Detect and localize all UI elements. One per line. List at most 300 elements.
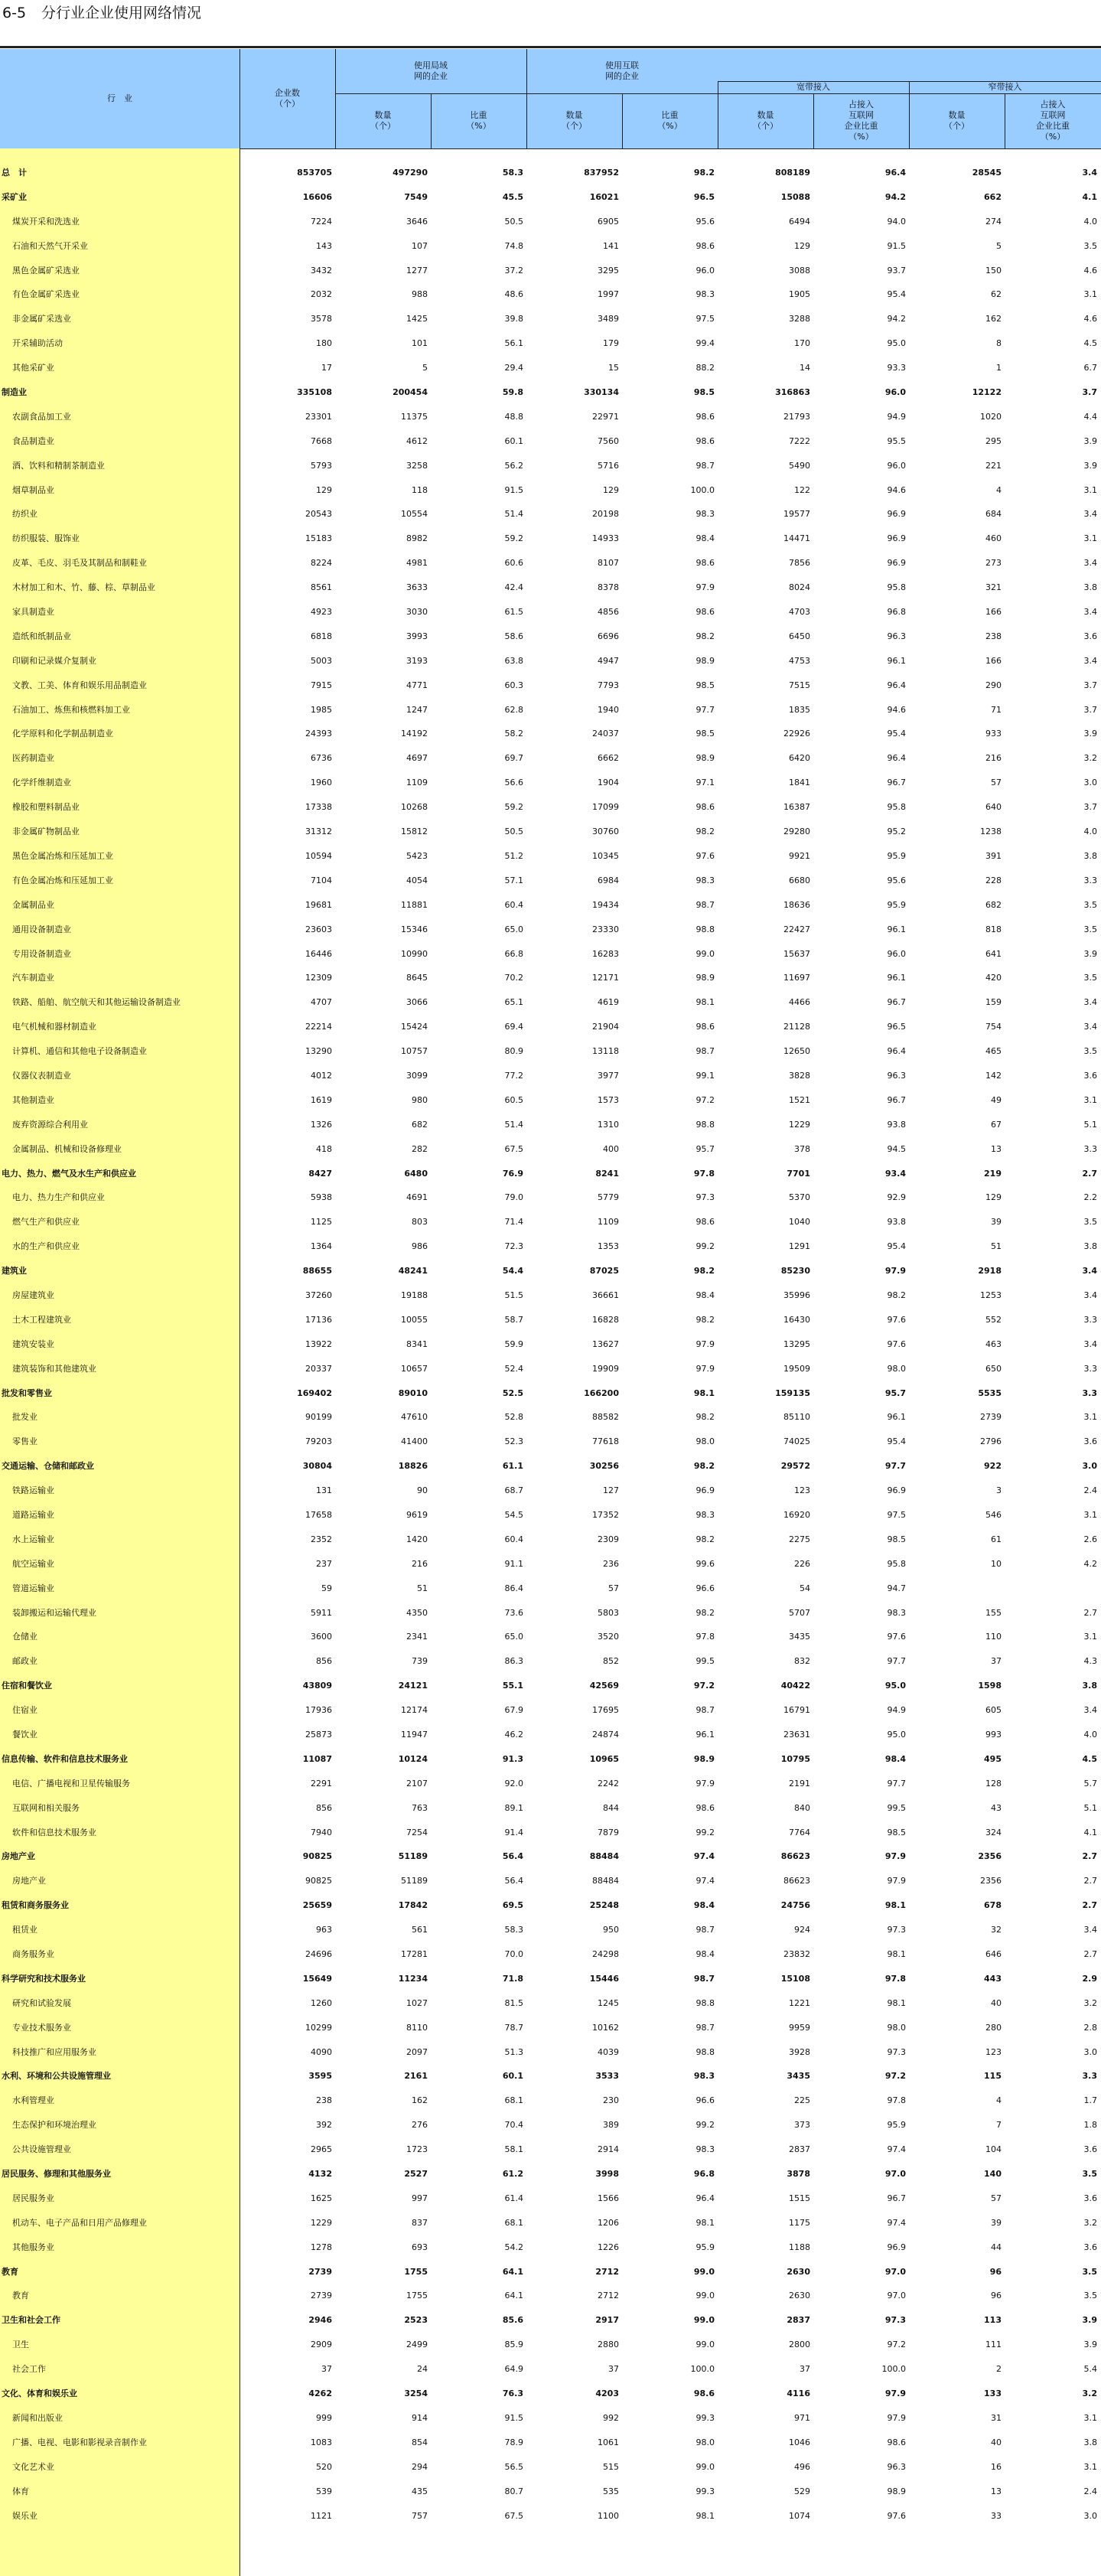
enterprise-count-cell: 3600	[311, 1632, 332, 1642]
broadband-share-cell: 95.0	[887, 338, 906, 349]
narrowband-share-cell: 3.1	[1083, 2461, 1097, 2472]
lan-qty-cell: 51	[417, 1583, 428, 1593]
internet-qty-cell: 10162	[592, 2022, 619, 2033]
lan-pct-cell: 81.5	[504, 1997, 523, 2008]
broadband-share-cell: 95.4	[887, 1241, 906, 1252]
broadband-share-cell: 98.9	[887, 2486, 906, 2496]
lan-qty-cell: 10554	[401, 509, 428, 520]
broadband-share-cell: 97.3	[884, 2315, 906, 2326]
lan-pct-cell: 50.5	[504, 216, 523, 227]
enterprise-count-cell: 88655	[302, 1266, 332, 1277]
narrowband-share-cell: 2.2	[1083, 1192, 1097, 1203]
broadband-share-cell: 95.9	[887, 2120, 906, 2131]
header-narrowband-group: 窄带接入	[988, 82, 1022, 92]
lan-qty-cell: 4697	[406, 753, 428, 764]
narrowband-share-cell: 3.5	[1082, 2266, 1097, 2277]
broadband-share-cell: 98.5	[887, 1827, 906, 1837]
broadband-qty-cell: 971	[794, 2412, 810, 2423]
lan-pct-cell: 69.7	[504, 753, 523, 764]
lan-pct-cell: 58.3	[502, 168, 523, 178]
broadband-share-cell: 97.5	[887, 1509, 906, 1520]
narrowband-share-cell: 3.4	[1083, 558, 1097, 569]
lan-qty-cell: 4350	[406, 1607, 428, 1618]
enterprise-count-cell: 5938	[311, 1192, 332, 1203]
lan-qty-cell: 803	[412, 1217, 428, 1228]
internet-qty-cell: 12171	[592, 973, 619, 983]
table-row	[0, 1064, 1101, 1088]
broadband-share-cell: 93.8	[887, 1119, 906, 1130]
narrowband-qty-cell: 4	[996, 2095, 1002, 2106]
broadband-qty-cell: 225	[794, 2095, 810, 2106]
industry-name: 仓储业	[12, 1632, 37, 1642]
table-row	[0, 1796, 1101, 1821]
enterprise-count-cell: 24696	[305, 1949, 332, 1960]
narrowband-share-cell: 3.6	[1083, 2193, 1097, 2203]
broadband-share-cell: 93.3	[887, 363, 906, 373]
narrowband-share-cell: 4.0	[1083, 216, 1097, 227]
narrowband-share-cell: 3.4	[1083, 509, 1097, 520]
internet-qty-cell: 1997	[598, 289, 619, 300]
lan-qty-cell: 15424	[401, 1022, 428, 1032]
lan-qty-cell: 2097	[406, 2046, 428, 2057]
enterprise-count-cell: 1619	[311, 1094, 332, 1105]
internet-qty-cell: 15	[608, 363, 619, 373]
header-internet-qty: 数量 （个）	[562, 110, 587, 131]
narrowband-share-cell: 3.1	[1083, 484, 1097, 495]
narrowband-qty-cell: 150	[985, 265, 1002, 276]
lan-pct-cell: 73.6	[504, 1607, 523, 1618]
lan-pct-cell: 77.2	[504, 1070, 523, 1081]
internet-qty-cell: 20198	[592, 509, 619, 520]
narrowband-qty-cell: 463	[985, 1339, 1002, 1349]
narrowband-qty-cell: 391	[985, 850, 1002, 861]
narrowband-share-cell: 3.5	[1082, 2169, 1097, 2180]
narrowband-share-cell: 3.1	[1083, 2412, 1097, 2423]
narrowband-qty-cell: 274	[985, 216, 1002, 227]
narrowband-qty-cell: 49	[991, 1094, 1002, 1105]
internet-qty-cell: 844	[603, 1802, 619, 1813]
broadband-qty-cell: 23631	[783, 1730, 810, 1740]
broadband-qty-cell: 529	[794, 2486, 810, 2496]
narrowband-qty-cell: 678	[984, 1900, 1002, 1911]
lan-pct-cell: 92.0	[504, 1778, 523, 1789]
narrowband-share-cell: 3.7	[1082, 387, 1097, 398]
lan-pct-cell: 56.2	[504, 460, 523, 471]
internet-pct-cell: 99.0	[695, 2291, 715, 2301]
internet-qty-cell: 4947	[598, 655, 619, 666]
narrowband-qty-cell: 57	[991, 2193, 1002, 2203]
broadband-share-cell: 96.1	[887, 924, 906, 934]
lan-qty-cell: 1755	[406, 2291, 428, 2301]
narrowband-qty-cell: 3	[996, 1485, 1002, 1496]
lan-qty-cell: 4771	[406, 680, 428, 690]
industry-name: 文化艺术业	[12, 2461, 54, 2472]
broadband-qty-cell: 16920	[783, 1509, 810, 1520]
lan-pct-cell: 54.5	[504, 1509, 523, 1520]
internet-qty-cell: 42569	[589, 1681, 619, 1691]
narrowband-share-cell: 2.7	[1083, 1607, 1097, 1618]
broadband-share-cell: 94.2	[884, 191, 906, 202]
broadband-share-cell: 97.2	[887, 2340, 906, 2350]
lan-qty-cell: 3993	[406, 631, 428, 641]
lan-qty-cell: 1420	[406, 1534, 428, 1544]
narrowband-qty-cell: 1238	[980, 827, 1002, 837]
lan-qty-cell: 41400	[401, 1436, 428, 1447]
narrowband-share-cell: 2.7	[1083, 1949, 1097, 1960]
table-row	[0, 1405, 1101, 1430]
narrowband-share-cell: 3.5	[1083, 924, 1097, 934]
industry-name: 房地产业	[12, 1876, 46, 1886]
internet-qty-cell: 1245	[598, 1997, 619, 2008]
broadband-share-cell: 96.3	[887, 2461, 906, 2472]
industry-name: 有色金属矿采选业	[12, 289, 80, 300]
enterprise-count-cell: 1960	[311, 778, 332, 788]
internet-pct-cell: 98.3	[695, 2144, 715, 2155]
industry-name: 广播、电视、电影和影视录音制作业	[12, 2437, 147, 2447]
internet-qty-cell: 852	[603, 1656, 619, 1667]
broadband-share-cell: 97.8	[887, 2095, 906, 2106]
enterprise-count-cell: 2909	[311, 2340, 332, 2350]
lan-qty-cell: 1277	[406, 265, 428, 276]
broadband-qty-cell: 170	[794, 338, 810, 349]
industry-name: 废弃资源综合利用业	[12, 1119, 88, 1130]
broadband-share-cell: 95.7	[884, 1387, 906, 1398]
table-row	[0, 918, 1101, 942]
broadband-share-cell: 96.7	[887, 2193, 906, 2203]
internet-pct-cell: 99.0	[695, 948, 715, 959]
industry-name: 卫生	[12, 2340, 29, 2350]
narrowband-share-cell: 6.7	[1083, 363, 1097, 373]
internet-pct-cell: 99.2	[695, 1241, 715, 1252]
broadband-qty-cell: 4116	[787, 2389, 810, 2399]
narrowband-qty-cell: 321	[985, 582, 1002, 593]
broadband-qty-cell: 1040	[789, 1217, 810, 1228]
enterprise-count-cell: 4262	[308, 2389, 332, 2399]
industry-name: 电力、热力生产和供应业	[12, 1192, 105, 1203]
lan-qty-cell: 47610	[401, 1412, 428, 1423]
table-row-total	[0, 1454, 1101, 1479]
internet-pct-cell: 99.2	[695, 1827, 715, 1837]
table-row	[0, 551, 1101, 576]
broadband-qty-cell: 1841	[789, 778, 810, 788]
internet-qty-cell: 3533	[595, 2071, 619, 2082]
narrowband-qty-cell: 39	[991, 2217, 1002, 2228]
narrowband-qty-cell: 33	[991, 2510, 1002, 2521]
internet-pct-cell: 95.7	[695, 1143, 715, 1154]
narrowband-qty-cell: 443	[984, 1973, 1002, 1984]
table-row	[0, 405, 1101, 429]
internet-qty-cell: 16283	[592, 948, 619, 959]
internet-qty-cell: 141	[603, 240, 619, 251]
internet-pct-cell: 95.6	[695, 216, 715, 227]
broadband-qty-cell: 4753	[789, 655, 810, 666]
industry-name: 非金属矿采选业	[12, 314, 71, 324]
enterprise-count-cell: 10594	[305, 850, 332, 861]
broadband-share-cell: 96.9	[887, 558, 906, 569]
narrowband-qty-cell: 4	[996, 484, 1002, 495]
industry-name: 科技推广和应用服务业	[12, 2046, 96, 2057]
internet-pct-cell: 96.6	[695, 1583, 715, 1593]
table-row	[0, 2284, 1101, 2308]
narrowband-qty-cell: 640	[985, 802, 1002, 813]
broadband-share-cell: 97.7	[887, 1778, 906, 1789]
internet-qty-cell: 77618	[592, 1436, 619, 1447]
enterprise-count-cell: 2739	[311, 2291, 332, 2301]
broadband-qty-cell: 1835	[789, 704, 810, 715]
broadband-qty-cell: 19509	[783, 1363, 810, 1374]
industry-name: 造纸和纸制品业	[12, 631, 71, 641]
lan-qty-cell: 682	[412, 1119, 428, 1130]
industry-name: 餐饮业	[12, 1730, 37, 1740]
narrowband-qty-cell: 2796	[980, 1436, 1002, 1447]
lan-qty-cell: 1027	[406, 1997, 428, 2008]
narrowband-qty-cell: 61	[991, 1534, 1002, 1544]
lan-qty-cell: 854	[412, 2437, 428, 2447]
internet-pct-cell: 98.7	[695, 2022, 715, 2033]
industry-name: 水利、环境和公共设施管理业	[2, 2071, 111, 2082]
internet-qty-cell: 24037	[592, 729, 619, 739]
narrowband-share-cell: 3.9	[1083, 460, 1097, 471]
broadband-qty-cell: 24756	[780, 1900, 810, 1911]
enterprise-count-cell: 4012	[311, 1070, 332, 1081]
internet-qty-cell: 36661	[592, 1290, 619, 1300]
broadband-share-cell: 96.9	[887, 2242, 906, 2252]
lan-qty-cell: 15346	[401, 924, 428, 934]
broadband-qty-cell: 496	[794, 2461, 810, 2472]
narrowband-share-cell: 1.7	[1083, 2095, 1097, 2106]
internet-qty-cell: 4619	[598, 997, 619, 1008]
lan-qty-cell: 101	[412, 338, 428, 349]
lan-pct-cell: 52.4	[504, 1363, 523, 1374]
lan-pct-cell: 71.4	[504, 1217, 523, 1228]
narrowband-qty-cell: 2	[996, 2364, 1002, 2375]
broadband-qty-cell: 9921	[789, 850, 810, 861]
internet-qty-cell: 7793	[598, 680, 619, 690]
internet-pct-cell: 100.0	[690, 2364, 715, 2375]
industry-name: 化学纤维制造业	[12, 778, 71, 788]
header-enterprise-count: 企业数 （个）	[275, 88, 300, 109]
industry-name: 黑色金属冶炼和压延加工业	[12, 850, 113, 861]
lan-qty-cell: 3254	[404, 2389, 428, 2399]
table-row	[0, 429, 1101, 454]
industry-name: 电力、热力、燃气及水生产和供应业	[2, 1168, 136, 1179]
enterprise-count-cell: 5003	[311, 655, 332, 666]
narrowband-qty-cell: 933	[985, 729, 1002, 739]
table-row	[0, 1601, 1101, 1625]
table-row	[0, 1137, 1101, 1162]
narrowband-qty-cell: 113	[984, 2315, 1002, 2326]
enterprise-count-cell: 7668	[311, 435, 332, 446]
lan-qty-cell: 763	[412, 1802, 428, 1813]
broadband-share-cell: 94.9	[887, 411, 906, 422]
narrowband-share-cell: 3.9	[1082, 2315, 1097, 2326]
internet-pct-cell: 99.0	[693, 2266, 715, 2277]
internet-pct-cell: 98.6	[695, 1022, 715, 1032]
internet-qty-cell: 3520	[598, 1632, 619, 1642]
enterprise-count-cell: 25873	[305, 1730, 332, 1740]
narrowband-qty-cell: 662	[984, 191, 1002, 202]
internet-pct-cell: 99.0	[695, 2340, 715, 2350]
header-narrowband-share: 占接入 互联网 企业比重 （%）	[1036, 99, 1070, 142]
internet-qty-cell: 535	[603, 2486, 619, 2496]
narrowband-share-cell: 3.3	[1083, 1143, 1097, 1154]
internet-qty-cell: 1206	[598, 2217, 619, 2228]
broadband-qty-cell: 840	[794, 1802, 810, 1813]
narrowband-share-cell: 3.8	[1083, 850, 1097, 861]
broadband-qty-cell: 86623	[783, 1876, 810, 1886]
narrowband-qty-cell: 110	[985, 1632, 1002, 1642]
internet-qty-cell: 992	[603, 2412, 619, 2423]
broadband-share-cell: 95.4	[887, 289, 906, 300]
narrowband-share-cell: 2.7	[1082, 1851, 1097, 1862]
table-row	[0, 844, 1101, 869]
lan-pct-cell: 61.5	[504, 607, 523, 618]
table-row	[0, 624, 1101, 649]
enterprise-count-cell: 539	[316, 2486, 332, 2496]
lan-qty-cell: 2107	[406, 1778, 428, 1789]
lan-pct-cell: 72.3	[504, 1241, 523, 1252]
table-row-total	[0, 1381, 1101, 1406]
lan-qty-cell: 24	[417, 2364, 428, 2375]
broadband-qty-cell: 316863	[775, 387, 810, 398]
broadband-share-cell: 94.6	[887, 704, 906, 715]
industry-name: 房地产业	[2, 1851, 35, 1862]
enterprise-count-cell: 335108	[297, 387, 332, 398]
narrowband-qty-cell: 495	[984, 1753, 1002, 1764]
table-row-total	[0, 1967, 1101, 1991]
narrowband-share-cell: 3.4	[1083, 997, 1097, 1008]
narrowband-qty-cell: 219	[984, 1168, 1002, 1179]
broadband-qty-cell: 23832	[783, 1949, 810, 1960]
narrowband-share-cell: 4.5	[1082, 1753, 1097, 1764]
broadband-qty-cell: 924	[794, 1925, 810, 1935]
broadband-qty-cell: 15088	[780, 191, 810, 202]
broadband-share-cell: 96.0	[884, 387, 906, 398]
lan-pct-cell: 80.9	[504, 1046, 523, 1057]
internet-pct-cell: 98.6	[695, 435, 715, 446]
broadband-qty-cell: 1905	[789, 289, 810, 300]
broadband-qty-cell: 2630	[787, 2266, 810, 2277]
industry-name: 化学原料和化学制品制造业	[12, 729, 113, 739]
internet-qty-cell: 24298	[592, 1949, 619, 1960]
broadband-share-cell: 98.1	[887, 1997, 906, 2008]
internet-pct-cell: 98.9	[695, 655, 715, 666]
narrowband-qty-cell: 5535	[978, 1387, 1002, 1398]
industry-name: 橡胶和塑料制品业	[12, 802, 80, 813]
internet-pct-cell: 98.2	[695, 1412, 715, 1423]
enterprise-count-cell: 2352	[311, 1534, 332, 1544]
narrowband-qty-cell: 5	[996, 240, 1002, 251]
narrowband-qty-cell: 28545	[972, 168, 1002, 178]
broadband-share-cell: 91.5	[887, 240, 906, 251]
enterprise-count-cell: 238	[316, 2095, 332, 2106]
lan-pct-cell: 56.1	[504, 338, 523, 349]
lan-qty-cell: 18826	[398, 1461, 428, 1472]
table-row	[0, 990, 1101, 1015]
internet-qty-cell: 19434	[592, 899, 619, 910]
internet-qty-cell: 16828	[592, 1314, 619, 1325]
broadband-qty-cell: 8024	[789, 582, 810, 593]
lan-pct-cell: 58.7	[504, 1314, 523, 1325]
narrowband-share-cell: 3.9	[1083, 2340, 1097, 2350]
table-title	[2, 3, 201, 23]
narrowband-share-cell: 2.4	[1083, 2486, 1097, 2496]
narrowband-share-cell: 4.0	[1083, 1730, 1097, 1740]
lan-qty-cell: 6480	[404, 1168, 428, 1179]
narrowband-qty-cell: 460	[985, 533, 1002, 544]
internet-qty-cell: 87025	[589, 1266, 619, 1277]
enterprise-count-cell: 4923	[311, 607, 332, 618]
broadband-share-cell: 93.7	[887, 265, 906, 276]
internet-pct-cell: 99.6	[695, 1558, 715, 1569]
broadband-qty-cell: 6494	[789, 216, 810, 227]
broadband-qty-cell: 2275	[789, 1534, 810, 1544]
table-row	[0, 478, 1101, 503]
lan-qty-cell: 17842	[398, 1900, 428, 1911]
enterprise-count-cell: 23301	[305, 411, 332, 422]
table-row	[0, 1772, 1101, 1796]
broadband-qty-cell: 122	[794, 484, 810, 495]
lan-qty-cell: 17281	[401, 1949, 428, 1960]
internet-pct-cell: 98.8	[695, 1119, 715, 1130]
broadband-share-cell: 94.6	[887, 484, 906, 495]
industry-name: 建筑装饰和其他建筑业	[12, 1363, 96, 1374]
internet-pct-cell: 97.7	[695, 704, 715, 715]
enterprise-count-cell: 2291	[311, 1778, 332, 1789]
narrowband-qty-cell: 1020	[980, 411, 1002, 422]
enterprise-count-cell: 13922	[305, 1339, 332, 1349]
narrowband-qty-cell: 39	[991, 1217, 1002, 1228]
industry-name: 批发业	[12, 1412, 37, 1423]
internet-qty-cell: 24874	[592, 1730, 619, 1740]
enterprise-count-cell: 963	[316, 1925, 332, 1935]
header-lan-group: 使用局域 网的企业	[414, 60, 448, 81]
table-row	[0, 2357, 1101, 2382]
lan-pct-cell: 69.4	[504, 1022, 523, 1032]
narrowband-share-cell: 2.9	[1082, 1973, 1097, 1984]
lan-qty-cell: 4612	[406, 435, 428, 446]
lan-pct-cell: 58.3	[504, 1925, 523, 1935]
narrowband-qty-cell: 993	[985, 1730, 1002, 1740]
industry-name: 木材加工和木、竹、藤、棕、草制品业	[12, 582, 155, 593]
broadband-share-cell: 94.5	[887, 1143, 906, 1154]
enterprise-count-cell: 31312	[305, 827, 332, 837]
lan-qty-cell: 2341	[406, 1632, 428, 1642]
enterprise-count-cell: 143	[316, 240, 332, 251]
lan-qty-cell: 8982	[406, 533, 428, 544]
industry-name: 采矿业	[2, 191, 27, 202]
narrowband-share-cell: 3.2	[1082, 2389, 1097, 2399]
enterprise-count-cell: 11087	[302, 1753, 332, 1764]
narrowband-share-cell: 2.7	[1082, 1168, 1097, 1179]
enterprise-count-cell: 90825	[305, 1876, 332, 1886]
lan-qty-cell: 7549	[404, 191, 428, 202]
industry-name: 体育	[12, 2486, 29, 2496]
lan-qty-cell: 3646	[406, 216, 428, 227]
enterprise-count-cell: 90825	[302, 1851, 332, 1862]
broadband-share-cell: 93.8	[887, 1217, 906, 1228]
lan-pct-cell: 68.1	[504, 2217, 523, 2228]
header-divider	[909, 81, 910, 148]
header-broadband-share: 占接入 互联网 企业比重 （%）	[844, 99, 878, 142]
broadband-share-cell: 96.4	[884, 168, 906, 178]
table-row	[0, 2186, 1101, 2211]
lan-qty-cell: 561	[412, 1925, 428, 1935]
industry-name: 金属制品业	[12, 899, 54, 910]
narrowband-share-cell: 3.7	[1083, 802, 1097, 813]
table-row	[0, 966, 1101, 990]
lan-qty-cell: 3099	[406, 1070, 428, 1081]
